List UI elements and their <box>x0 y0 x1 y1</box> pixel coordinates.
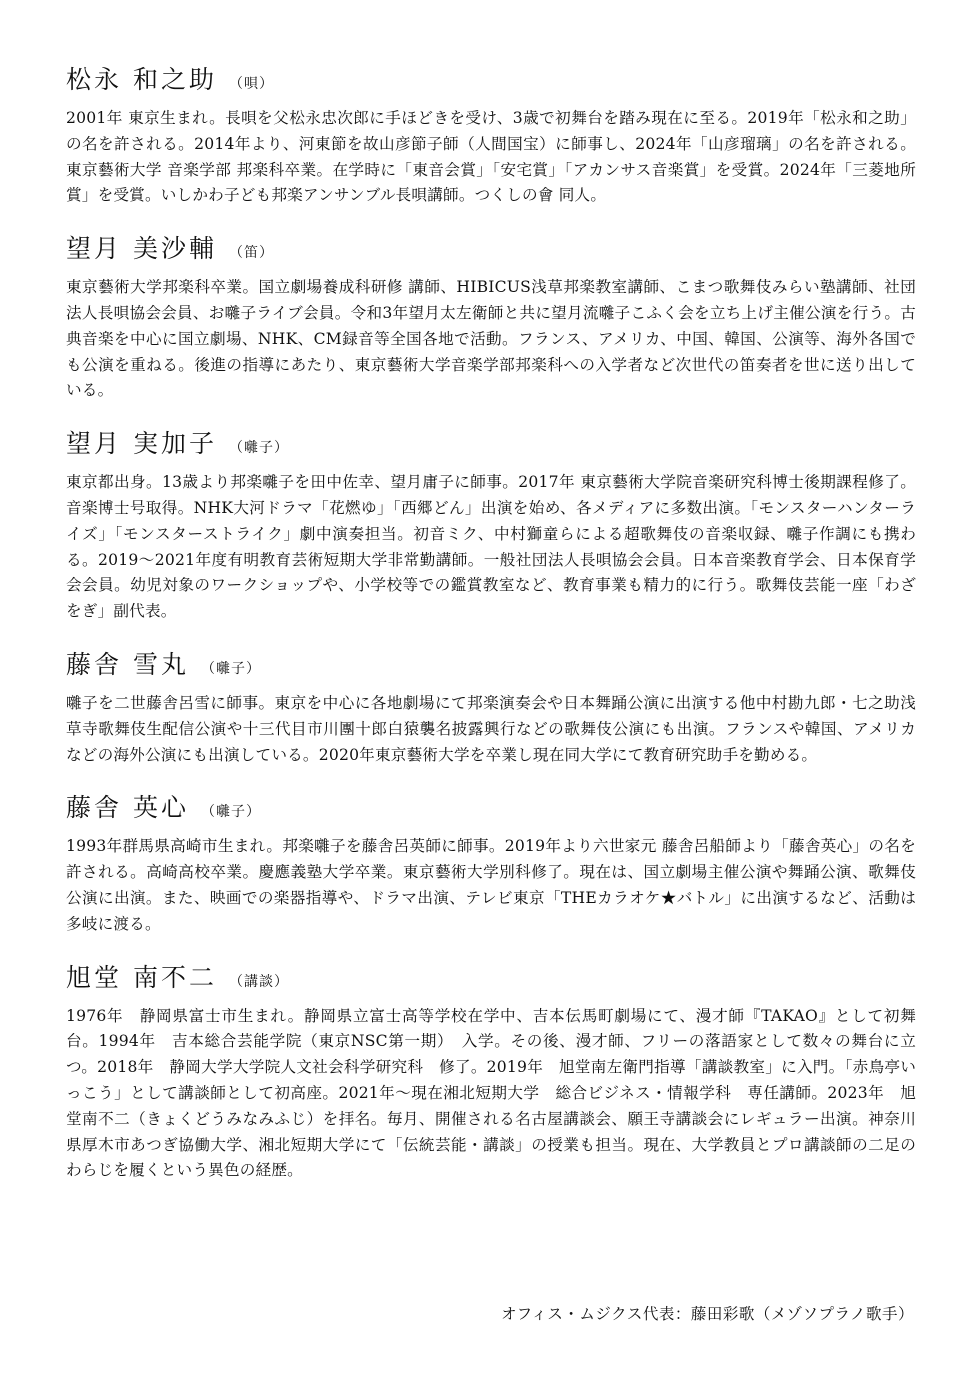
performer-name: 藤舎 英心 <box>66 793 189 823</box>
performer-role: （囃子） <box>200 804 261 821</box>
performer-name: 藤舎 雪丸 <box>66 649 189 679</box>
profile-mochizuki-misasuke <box>66 229 916 404</box>
profile-tosha-eishin <box>66 788 916 937</box>
profile-header <box>66 424 916 464</box>
performer-bio: 1993年群馬県高崎市生まれ。邦楽囃子を藤舎呂英師に師事。2019年より六世家元 藤舎呂船師より「藤舎英心」の名を許される。高崎高校卒業。慶應義塾大学卒業。東京藝術大学別科修了。現在は、国立劇場主催公演や舞踊公演、歌舞伎公演に出演。また、映画での楽器指導や、ドラマ出演、テレビ東京「THEカラオケ★バトル」に出演するなど、活動は多岐に渡る。 <box>66 837 916 933</box>
performer-role: （講談） <box>228 973 289 990</box>
profile-header <box>66 788 916 828</box>
profile-header <box>66 229 916 269</box>
profile-tosha-yukimaru <box>66 645 916 768</box>
performer-role: （笛） <box>228 245 274 262</box>
profile-matsunaga <box>66 60 916 209</box>
profile-header <box>66 60 916 100</box>
profile-header <box>66 645 916 685</box>
profile-mochizuki-mikako <box>66 424 916 625</box>
performer-bio: 2001年 東京生まれ。長唄を父松永忠次郎に手ほどきを受け、3歳で初舞台を踏み現在に至る。2019年「松永和之助」の名を許される。2014年より、河東節を故山彦節子師（人間国宝）に師事し、2024年「山彦瑠璃」の名を許される。東京藝術大学 音楽学部 邦楽科卒業。在学時に「東音会賞」「安宅賞」「アカンサス音楽賞」を受賞。2024年「三菱地所賞」を受賞。いしかわ子ども邦楽アンサンブル長唄講師。つくしの會 同人。 <box>66 109 916 205</box>
performer-bio: 1976年 静岡県富士市生まれ。静岡県立富士高等学校在学中、吉本伝馬町劇場にて、漫才師『TAKAO』として初舞台。1994年 吉本総合芸能学院（東京NSC第一期） 入学。その後、漫才師、フリーの落語家として数々の舞台に立つ。2018年 静岡大学大学院人文社会科学研究科 修了。2019年 旭堂南左衛門指導「講談教室」に入門。「赤鳥亭いっこう」として講談師として初高座。2021年〜現在湘北短期大学 総合ビジネス・情報学科 専任講師。2023年 旭堂南不二（きょくどうみなみふじ）を拝名。毎月、開催される名古屋講談会、願王寺講談会にレギュラー出演。神奈川県厚木市あつぎ協働大学、湘北短期大学にて「伝統芸能・講談」の授業も担当。現在、大学教員とプロ講談師の二足のわらじを履くという異色の経歴。 <box>66 1006 916 1180</box>
office-credit: オフィス・ムジクス代表：藤田彩歌（メゾソプラノ歌手） <box>501 1305 914 1323</box>
performer-name: 松永 和之助 <box>66 65 217 94</box>
profile-header <box>66 958 916 998</box>
performer-name: 旭堂 南不二 <box>66 962 217 992</box>
performer-bio: 東京都出身。13歳より邦楽囃子を田中佐幸、望月庸子に師事。2017年 東京藝術大学院音楽研究科博士後期課程修了。音楽博士号取得。NHK大河ドラマ「花燃ゆ」「西郷どん」出演を始め、各メディアに多数出演。「モンスターハンターライズ」「モンスターストライク」劇中演奏担当。初音ミク、中村獅童らによる超歌舞伎の音楽収録、囃子作調にも携わる。2019〜2021年度有明教育芸術短期大学非常勤講師。一般社団法人長唄協会会員。日本音楽教育学会、日本保育学会会員。幼児対象のワークショップや、小学校等での鑑賞教室など、教育事業も精力的に行う。歌舞伎芸能一座「わざをぎ」副代表。 <box>66 473 916 621</box>
performer-bio: 東京藝術大学邦楽科卒業。国立劇場養成科研修 講師、HIBICUS浅草邦楽教室講師、こまつ歌舞伎みらい塾講師、社団法人長唄協会会員、お囃子ライブ会員。令和3年望月太左衛師と共に望月流囃子こふく会を立ち上げ主催公演を行う。古典音楽を中心に国立劇場、NHK、CM録音等全国各地で活動。フランス、アメリカ、中国、韓国、公演等、海外各国でも公演を重ねる。後進の指導にあたり、東京藝術大学音楽学部邦楽科への入学者など次世代の笛奏者を世に送り出している。 <box>66 278 916 400</box>
performer-name: 望月 美沙輔 <box>66 234 217 264</box>
performer-bio: 囃子を二世藤舎呂雪に師事。東京を中心に各地劇場にて邦楽演奏会や日本舞踊公演に出演する他中村勘九郎・七之助浅草寺歌舞伎生配信公演や十三代目市川團十郎白猿襲名披露興行などの歌舞伎公演にも出演。フランスや韓国、アメリカなどの海外公演にも出演している。2020年東京藝術大学を卒業し現在同大学にて教育研究助手を勤める。 <box>66 693 916 764</box>
performer-role: （囃子） <box>228 440 289 457</box>
performer-role: （唄） <box>228 76 274 92</box>
profile-kyokudo-nanfuji <box>66 958 916 1185</box>
profile-list <box>66 60 916 1184</box>
performer-role: （囃子） <box>200 660 261 677</box>
performer-name: 望月 実加子 <box>66 429 217 459</box>
